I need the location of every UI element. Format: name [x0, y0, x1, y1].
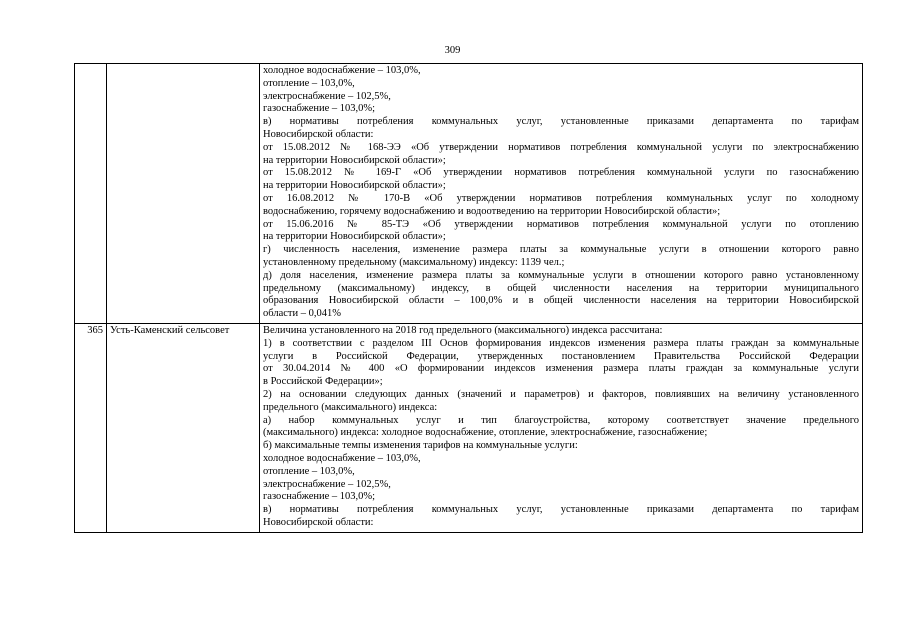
description-line: услуги в Российской Федерации, утвержденных постановлением Правительства Российской Федерации [263, 350, 859, 362]
description-cell [260, 64, 863, 324]
description-line: электроснабжение – 102,5%, [263, 90, 391, 102]
description-line: отопление – 103,0%, [263, 77, 355, 89]
description-line: водоснабжению, горячему водоснабжению и водоотведению на территории Новосибирской области»; [263, 205, 721, 217]
municipality-name: Усть-Каменский сельсовет [107, 323, 260, 532]
description-line: в) нормативы потребления коммунальных услуг, установленные приказами департамента по тарифам [263, 504, 859, 516]
description-line: холодное водоснабжение – 103,0%, [263, 65, 421, 76]
description-line: от 15.08.2012 № 169-Г «Об утверждении нормативов потребления коммунальной услуги по газоснабжению [263, 167, 859, 179]
description-line: на территории Новосибирской области»; [263, 231, 446, 243]
description-line: холодное водоснабжение – 103,0%, [263, 452, 421, 464]
description-line: на территории Новосибирской области»; [263, 180, 446, 192]
description-line: 2) на основании следующих данных (значений и параметров) и факторов, повлиявших на величину установленного [263, 388, 859, 400]
description-line: от 30.04.2014 № 400 «О формировании индексов изменения размера платы граждан за коммунальные услуги [263, 363, 859, 375]
description-line: Новосибирской области: [263, 516, 374, 528]
description-line: предельному (максимальному) индексу, в общей численности населения на территории муниципального [263, 282, 859, 294]
description-line: образования Новосибирской области – 100,0% и в общей численности населения на территории Новосибирской [263, 295, 859, 307]
description-line: в Российской Федерации»; [263, 376, 383, 388]
description-line: от 15.08.2012 № 168-ЭЭ «Об утверждении нормативов потребления коммунальной услуги по электроснабжению [263, 141, 859, 153]
description-line: (максимального) индекса: холодное водоснабжение, отопление, электроснабжение, газоснабжение; [263, 427, 708, 439]
description-line: д) доля населения, изменение размера платы за коммунальные услуги в отношении которого равно установленному [263, 269, 859, 281]
description-line: предельного (максимального) индекса: [263, 401, 438, 413]
description-line: отопление – 103,0%, [263, 465, 355, 477]
description-line: г) численность населения, изменение размера платы за коммунальные услуги в отношении которого равно [263, 244, 859, 256]
description-line: а) набор коммунальных услуг и тип благоустройства, которому соответствует значение предельного [263, 414, 859, 426]
description-line: б) максимальные темпы изменения тарифов на коммунальные услуги: [263, 440, 578, 452]
description-line: Новосибирской области: [263, 128, 374, 140]
description-line: в) нормативы потребления коммунальных услуг, установленные приказами департамента по тарифам [263, 116, 859, 128]
description-line: области – 0,041% [263, 308, 341, 320]
row-number: 365 [75, 323, 107, 532]
description-line: электроснабжение – 102,5%, [263, 478, 391, 490]
page-number: 309 [444, 45, 461, 56]
description-line: Величина установленного на 2018 год предельного (максимального) индекса рассчитана: [263, 324, 663, 336]
description-line: газоснабжение – 103,0%; [263, 491, 376, 503]
municipality-name [107, 64, 260, 324]
description-cell [260, 323, 863, 532]
description-line: на территории Новосибирской области»; [263, 154, 446, 166]
description-line: газоснабжение – 103,0%; [263, 103, 376, 115]
table-row [75, 323, 863, 532]
description-line: установленному предельному (максимальному) индексу: 1139 чел.; [263, 256, 565, 268]
description-line: от 15.06.2016 № 85-ТЭ «Об утверждении нормативов потребления коммунальной услуги по отоплению [263, 218, 859, 230]
description-line: 1) в соответствии с разделом III Основ формирования индексов изменения размера платы граждан за коммунальные [263, 337, 859, 349]
table-row [75, 64, 863, 324]
description-line: от 16.08.2012 № 170-В «Об утверждении нормативов потребления коммунальных услуг по холодному [263, 192, 859, 204]
row-number [75, 64, 107, 324]
index-table [74, 63, 863, 533]
